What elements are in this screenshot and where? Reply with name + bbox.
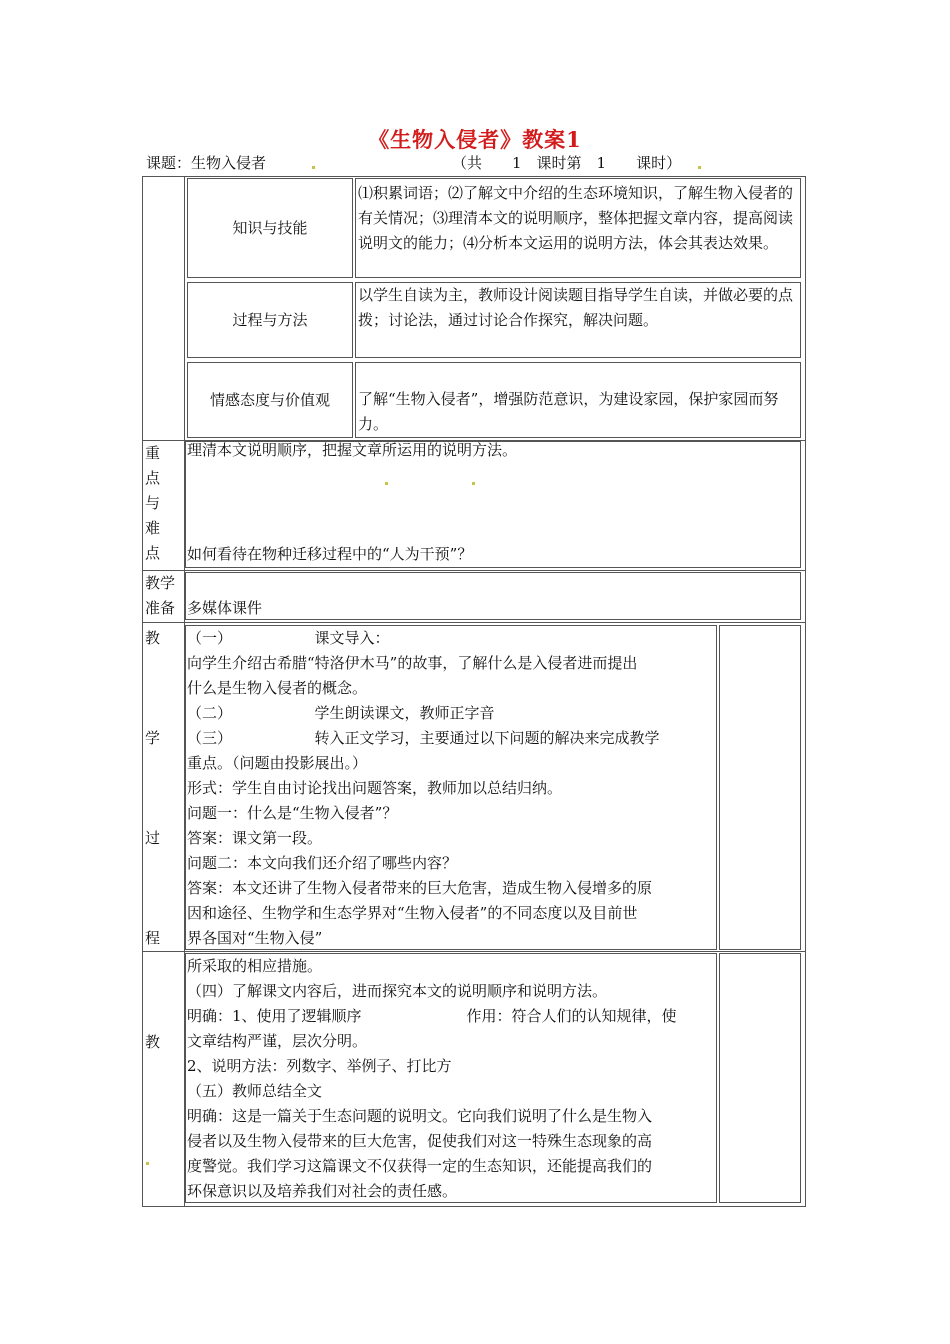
marker-dot [698,166,701,169]
marker-dot [312,166,315,169]
process-label-1: 教 [145,629,161,647]
page-title: 《生物入侵者》教案1 [368,127,582,152]
divider [142,951,806,952]
divider [184,440,185,570]
key-point: 理清本文说明顺序，把握文章所运用的说明方法。 [187,441,518,459]
notes-cell [719,625,801,950]
objective-name-values: 情感态度与价值观 [187,362,353,438]
notes-cell-2 [719,953,801,1203]
process-label-3: 过 [145,829,161,847]
course-topic: 课题：生物入侵者 [146,154,267,172]
process-label-4: 程 [145,929,161,947]
prep-cell [185,572,801,620]
objective-content-knowledge: ⑴积累词语；⑵了解文中介绍的生态环境知识，了解生物入侵者的有关情况；⑶理清本文的说明顺序，整体把握文章内容，提高阅读说明文的能力；⑷分析本文运用的说明方法，体会其表达效果。 [355,178,801,278]
divider [142,622,806,623]
process-label-2: 学 [145,729,161,747]
prep-label: 教学 准备 [145,574,176,617]
divider [184,570,185,622]
objective-name-process: 过程与方法 [187,282,353,358]
process-text-1: （一） 课文导入： 向学生介绍古希腊“特洛伊木马”的故事，了解什么是入侵者进而提出 什么是生物入侵者的概念。 （二） 学生朗读课文，教师正字音 （三） 转入正文学习，主要通过以下问题的解决来完成教学 重点。（问题由投影展出。） 形式：学生自由讨论找出问题答案，教师加以总结归纳。 问题一：什么是“生物入侵者”？ 答案：课文第一段。 问题二：本文向我们还介绍了哪些内容？ 答案：本文还讲了生物入侵者带来的巨大危害，造成生物入侵增多的原 因和途径、生物学和生态学界对“生物入侵者”的不同态度以及目前世 界各国对“生物入侵” [187,629,660,947]
objective-name-knowledge: 知识与技能 [187,178,353,278]
objective-content-values: 了解“生物入侵者”，增强防范意识，为建设家园，保护家园而努力。 [355,362,801,438]
divider [184,176,185,440]
keypoints-label: 重 点 与 难 点 [145,444,161,562]
marker-dot [385,482,388,485]
process-label-5: 教 [145,1033,161,1051]
process-text-2: 所采取的相应措施。 （四）了解课文内容后，进而探究本文的说明顺序和说明方法。 明确：1、使用了逻辑顺序 作用：符合人们的认知规律，使 文章结构严谨，层次分明。 2、说明方法：列数字、举例子、打比方 （五）教师总结全文 明确：这是一篇关于生态问题的说明文。它向我们说明了什么是生物入 侵者以及生物入侵带来的巨大危害，促使我们对这一特殊生态现象的高 度警觉。我们学习这篇课文不仅获得一定的生态知识，还能提高我们的 环保意识以及培养我们对社会的责任感。 [187,957,677,1200]
difficulty-point: 如何看待在物种迁移过程中的“人为干预”？ [187,545,473,563]
prep-content: 多媒体课件 [187,599,263,617]
divider [142,570,806,571]
marker-dot [146,1162,149,1165]
objective-content-process: 以学生自读为主，教师设计阅读题目指导学生自读，并做必要的点拨；讨论法，通过讨论合作探究，解决问题。 [355,282,801,358]
session-info: （共 1 课时第 1 课时） [452,154,682,172]
marker-dot [472,482,475,485]
